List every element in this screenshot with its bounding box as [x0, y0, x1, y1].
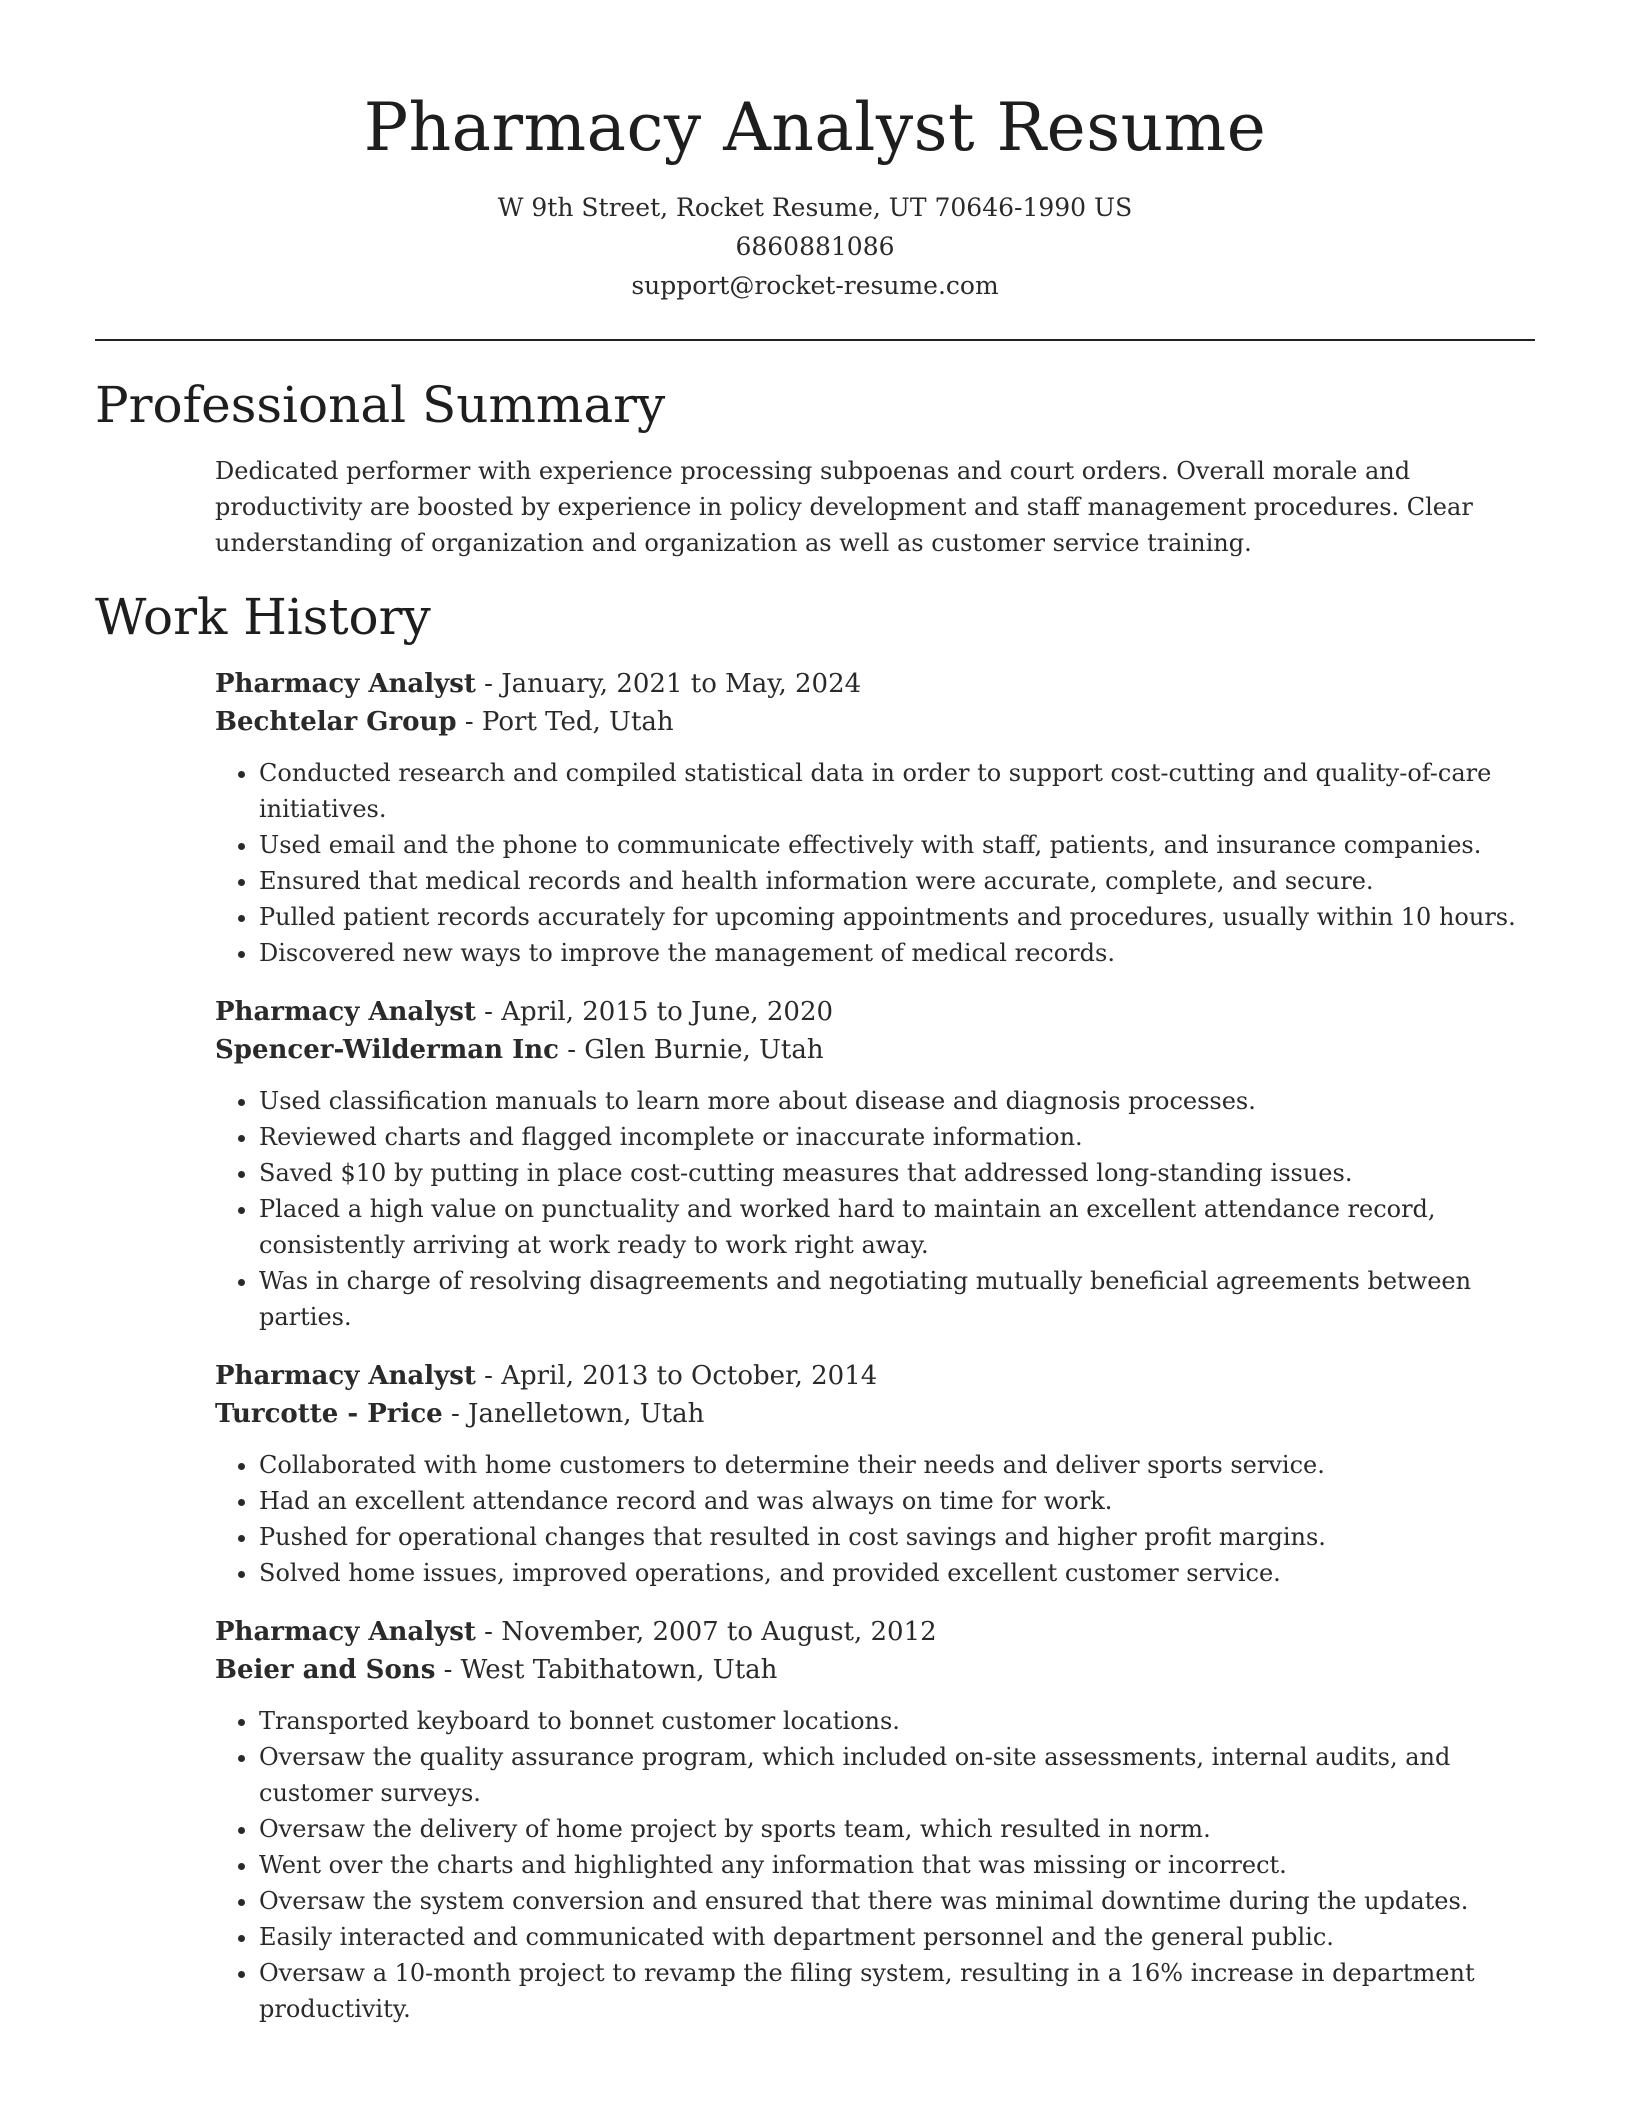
job-bullet: • Discovered new ways to improve the management of medical records. — [259, 935, 1535, 971]
job-bullet: • Solved home issues, improved operations, and provided excellent customer service. — [259, 1555, 1535, 1591]
job-title: Pharmacy Analyst — [215, 669, 476, 699]
resume-name: Pharmacy Analyst Resume — [363, 89, 1267, 166]
job-dates: - November, 2007 to August, 2012 — [475, 1617, 937, 1647]
job-title-line — [215, 1357, 1535, 1395]
job-company: Bechtelar Group — [215, 707, 457, 737]
job-company: Beier and Sons — [215, 1655, 436, 1685]
job-bullet: • Oversaw the quality assurance program, which included on-site assessments, internal audits, and customer surveys. — [259, 1739, 1535, 1811]
job-bullet: • Was in charge of resolving disagreements and negotiating mutually beneficial agreements between parties. — [259, 1263, 1535, 1335]
job-bullet: • Had an excellent attendance record and was always on time for work. — [259, 1483, 1535, 1519]
job-dates: - April, 2015 to June, 2020 — [475, 997, 834, 1027]
job-title-line — [215, 665, 1535, 703]
job-bullet: • Used classification manuals to learn more about disease and diagnosis processes. — [259, 1083, 1535, 1119]
job-title-line — [215, 993, 1535, 1031]
job-bullet: • Ensured that medical records and health information were accurate, complete, and secure. — [259, 863, 1535, 899]
contact-phone: 6860881086 — [735, 232, 895, 261]
job-bullets — [215, 1447, 1535, 1591]
job-bullet: • Oversaw a 10-month project to revamp the filing system, resulting in a 16% increase in department productivity. — [259, 1955, 1535, 2027]
work-history-heading: Work History — [95, 588, 431, 646]
job-bullet: • Transported keyboard to bonnet customer locations. — [259, 1703, 1535, 1739]
work-history-list — [215, 665, 1535, 2027]
job-bullet: • Used email and the phone to communicate effectively with staff, patients, and insurance companies. — [259, 827, 1535, 863]
job-bullet: • Went over the charts and highlighted any information that was missing or incorrect. — [259, 1847, 1535, 1883]
job-entry — [215, 993, 1535, 1335]
job-bullet: • Oversaw the delivery of home project by sports team, which resulted in norm. — [259, 1811, 1535, 1847]
job-bullets — [215, 755, 1535, 971]
job-bullet: • Reviewed charts and flagged incomplete or inaccurate information. — [259, 1119, 1535, 1155]
job-company-line — [215, 703, 1535, 741]
job-bullet: • Conducted research and compiled statistical data in order to support cost-cutting and quality-of-care initiatives. — [259, 755, 1535, 827]
job-title: Pharmacy Analyst — [215, 1617, 476, 1647]
job-location: - West Tabithatown, Utah — [435, 1655, 778, 1685]
resume-page — [95, 0, 1535, 2027]
job-location: - Glen Burnie, Utah — [558, 1035, 824, 1065]
job-location: - Port Ted, Utah — [456, 707, 674, 737]
job-title: Pharmacy Analyst — [215, 1361, 476, 1391]
job-bullet: • Pulled patient records accurately for upcoming appointments and procedures, usually within 10 hours. — [259, 899, 1535, 935]
job-entry — [215, 1357, 1535, 1591]
job-location: - Janelletown, Utah — [442, 1399, 705, 1429]
job-company: Turcotte - Price — [215, 1399, 443, 1429]
resume-header — [95, 0, 1535, 305]
job-company: Spencer-Wilderman Inc — [215, 1035, 559, 1065]
job-bullets — [215, 1083, 1535, 1335]
job-bullet: • Oversaw the system conversion and ensured that there was minimal downtime during the updates. — [259, 1883, 1535, 1919]
header-divider — [95, 339, 1535, 341]
job-title: Pharmacy Analyst — [215, 997, 476, 1027]
job-company-line — [215, 1651, 1535, 1689]
summary-text: Dedicated performer with experience processing subpoenas and court orders. Overall morale and productivity are boosted by experience in policy development and staff management procedures. Clear understanding of organization and organization as well as customer service training. — [215, 457, 1473, 557]
contact-email: support@rocket-resume.com — [631, 271, 999, 300]
job-title-line — [215, 1613, 1535, 1651]
job-dates: - April, 2013 to October, 2014 — [475, 1361, 878, 1391]
job-entry — [215, 665, 1535, 971]
job-bullet: • Easily interacted and communicated with department personnel and the general public. — [259, 1919, 1535, 1955]
job-bullets — [215, 1703, 1535, 2027]
job-bullet: • Saved $10 by putting in place cost-cutting measures that addressed long-standing issues. — [259, 1155, 1535, 1191]
job-dates: - January, 2021 to May, 2024 — [475, 669, 862, 699]
job-company-line — [215, 1031, 1535, 1069]
contact-block — [95, 188, 1535, 305]
job-entry — [215, 1613, 1535, 2027]
job-bullet: • Collaborated with home customers to determine their needs and deliver sports service. — [259, 1447, 1535, 1483]
summary-heading: Professional Summary — [95, 376, 666, 434]
job-company-line — [215, 1395, 1535, 1433]
job-bullet: • Pushed for operational changes that resulted in cost savings and higher profit margins. — [259, 1519, 1535, 1555]
job-bullet: • Placed a high value on punctuality and worked hard to maintain an excellent attendance record, consistently arriving at work ready to work right away. — [259, 1191, 1535, 1263]
contact-address: W 9th Street, Rocket Resume, UT 70646-1990 US — [497, 193, 1133, 222]
